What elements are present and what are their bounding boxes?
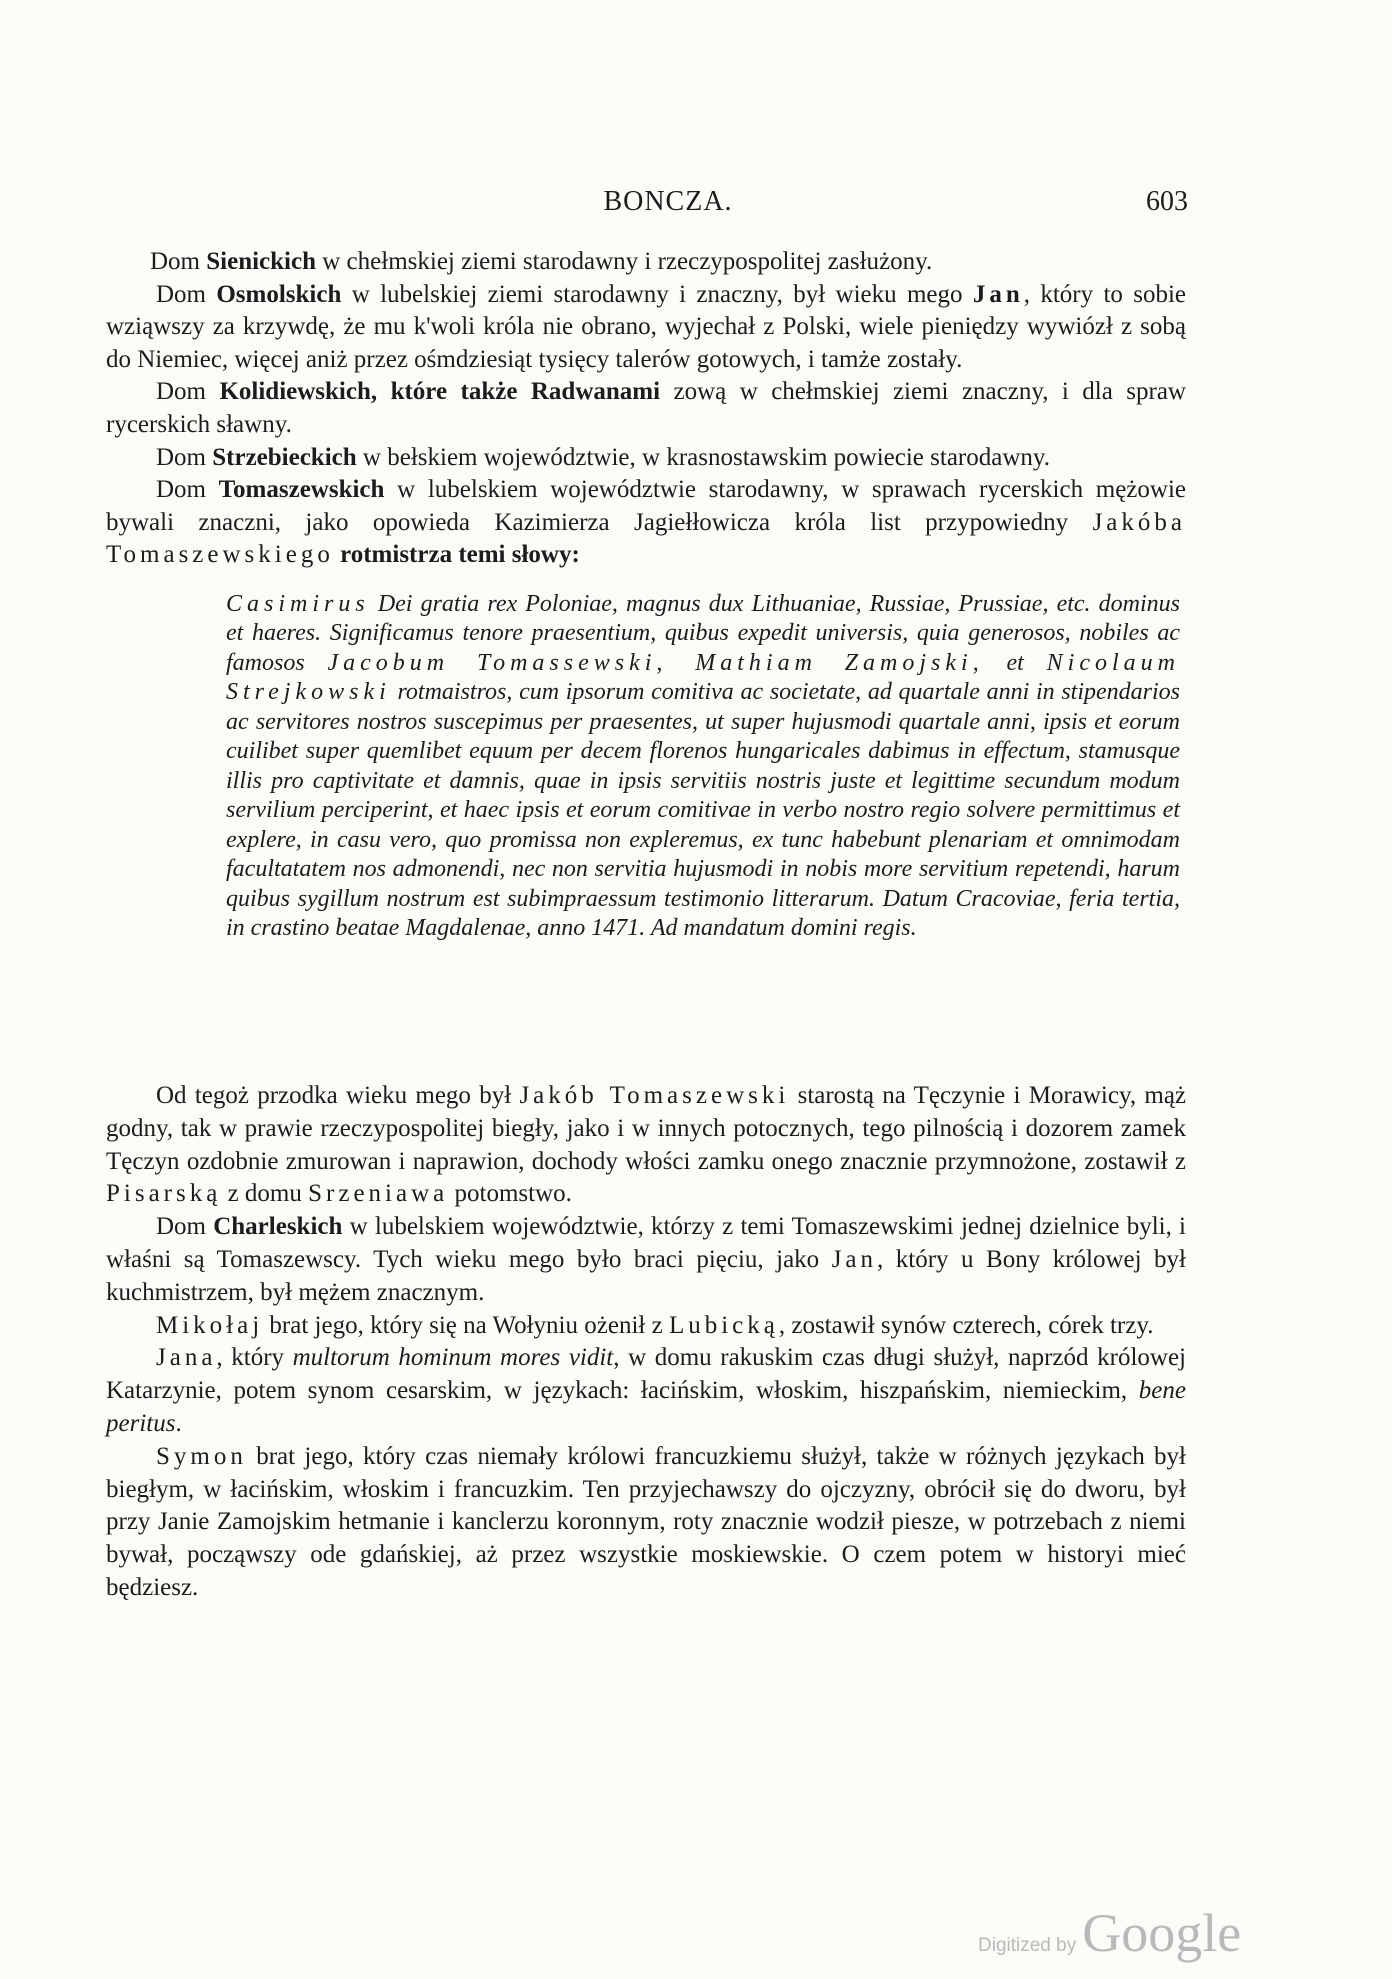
family-name: Tomaszewskich (218, 476, 385, 504)
paragraph-osmolskich: Dom Osmolskich w lubelskiej ziemi starodawny i znaczny, był wieku mego Jan, który to sobie wziąwszy za krzywdę, że mu k'woli króla nie obrano, wyjechał z Polski, wiele pieniędzy wywiózł z sobą do Niemiec, więcej aniż przez ośmdziesiąt tysięcy talerów gotowych, i tamże zostały. (106, 280, 1187, 373)
family-name: Charleskich (213, 1213, 343, 1241)
main-text-bottom (106, 1080, 1186, 1605)
paragraph-kolidiewskich: Dom Kolidiewskich, które także Radwanami zową w chełmskiej ziemi znaczny, i dla spraw rycerskich sławny. (106, 378, 1186, 438)
person-name: Jan (972, 280, 1024, 308)
paragraph-symon: Symon brat jego, który czas niemały królowi francuzkiemu służył, także w różnych językach był biegłym, w łacińskim, włoskim i francuzkim. Ten przyjechawszy do ojczyzny, obrócił się do dworu, był przy Janie Zamojskim hetmanie i kanclerzu koronnym, roty znacznie wodził piesze, w potrzebach z niemi bywał, począwszy ode gdańskiej, aż przez wszystkie moskiewskie. O czem potem w historyi mieć będziesz. (106, 1442, 1186, 1601)
paragraph-jakob-tomaszewski: Od tegoż przodka wieku mego był Jakób Tomaszewski starostą na Tęczynie i Morawicy, mąż godny, tak w prawie rzeczypospolitej biegły, jako i w innych potocznych, tego pilnością i dozorem zamek Tęczyn ozdobnie zmurowan i naprawion, dochody włości zamku onego znacznie przymnożone, zostawił z Pisarską z domu Srzeniawa potomstwo. (106, 1082, 1187, 1208)
paragraph-mikolaj: Mikołaj brat jego, który się na Wołyniu ożenił z Lubicką, zostawił synów czterech, córek trzy. (156, 1311, 1154, 1339)
person-name: Lubicką (668, 1311, 779, 1339)
family-name: Osmolskich (216, 280, 342, 308)
family-name: Srzeniawa (308, 1180, 449, 1208)
paragraph-tomaszewskich: Dom Tomaszewskich w lubelskiem województwie starodawny, w sprawach rycerskich mężowie bywali znaczni, jako opowieda Kazimierza Jagiełłowicza króla list przypowiedny Jakóba Tomaszewskiego rotmistrza temi słowy: (106, 476, 1186, 569)
page-number: 603 (1146, 186, 1188, 217)
person-name: Jan (831, 1245, 878, 1273)
person-name: Jakóba Tomaszewskiego (106, 508, 1186, 569)
google-logo: Google (1082, 1903, 1242, 1963)
main-text-top (106, 246, 1186, 964)
paragraph-sienickich: Dom Sienickich w chełmskiej ziemi starodawny i rzeczypospolitej zasłużony. (150, 248, 933, 275)
page-header (148, 186, 1188, 226)
person-name: Jakób Tomaszewski (519, 1082, 790, 1109)
paragraph-strzebieckich: Dom Strzebieckich w bełskiem województwie, w krasnostawskim powiecie starodawny. (156, 443, 1051, 471)
person-name: Symon (156, 1442, 247, 1470)
running-title: BONCZA. (603, 186, 733, 217)
family-name: Strzebieckich (212, 443, 357, 471)
paragraph-jana: Jana, który multorum hominum mores vidit, w domu rakuskim czas długi służył, naprzód królowej Katarzynie, potem synom cesarskim, w językach: łacińskim, włoskim, hiszpańskim, niemieckim, bene peritus. (106, 1344, 1186, 1437)
family-name: Sienickich (206, 248, 316, 275)
person-name: Pisarską (106, 1180, 222, 1208)
paragraph-charleskich: Dom Charleskich w lubelskiem województwie, którzy z temi Tomaszewskimi jednej dzielnice byli, i właśni są Tomaszewscy. Tych wieku mego było braci pięciu, jako Jan, który u Bony królowej był kuchmistrzem, był mężem znacznym. (106, 1213, 1187, 1306)
person-name: Jana (156, 1344, 217, 1372)
family-name: Kolidiewskich (219, 378, 371, 406)
digitized-by-google-watermark: Digitized by Google (978, 1903, 1242, 1963)
person-name: Mikołaj (156, 1311, 264, 1339)
latin-royal-letter: Casimirus Dei gratia rex Poloniae, magnus dux Lithuaniae, Russiae, Prussiae, etc. dominus et haeres. Significamus tenore praesentium, quibus expedit universis, quia generosos, nobiles ac famosos Jacobum Tomassewski, Mathiam Zamojski, et Nicolaum Strejkowski rotmaistros, cum ipsorum comitiva ac societate, ad quartale anni in stipendarios ac servitores nostros suscepimus per praesentes, ut super hujusmodi quartale anni, ipsis et eorum cuilibet super quemlibet equum per decem florenos hungaricales dabimus in effectum, stamusque illis pro captivitate et damnis, quae in ipsis servitiis nostris juste et legittime secundum modum servilium perciperint, et haec ipsis et eorum comitivae in verbo nostro regio solvere permittimus et explere, in casu vero, quo promissa non expleremus, ex tunc habebunt plenariam et omnimodam facultatatem nos admonendi, nec non servitia hujusmodi in nobis more servitium repetendi, harum quibus sygillum nostrum est subimpraessum testimonio litterarum. Datum Cracoviae, feria tertia, in crastino beatae Magdalenae, anno 1471. Ad mandatum domini regis. (226, 590, 1180, 942)
family-name: Radwanami (530, 378, 661, 406)
